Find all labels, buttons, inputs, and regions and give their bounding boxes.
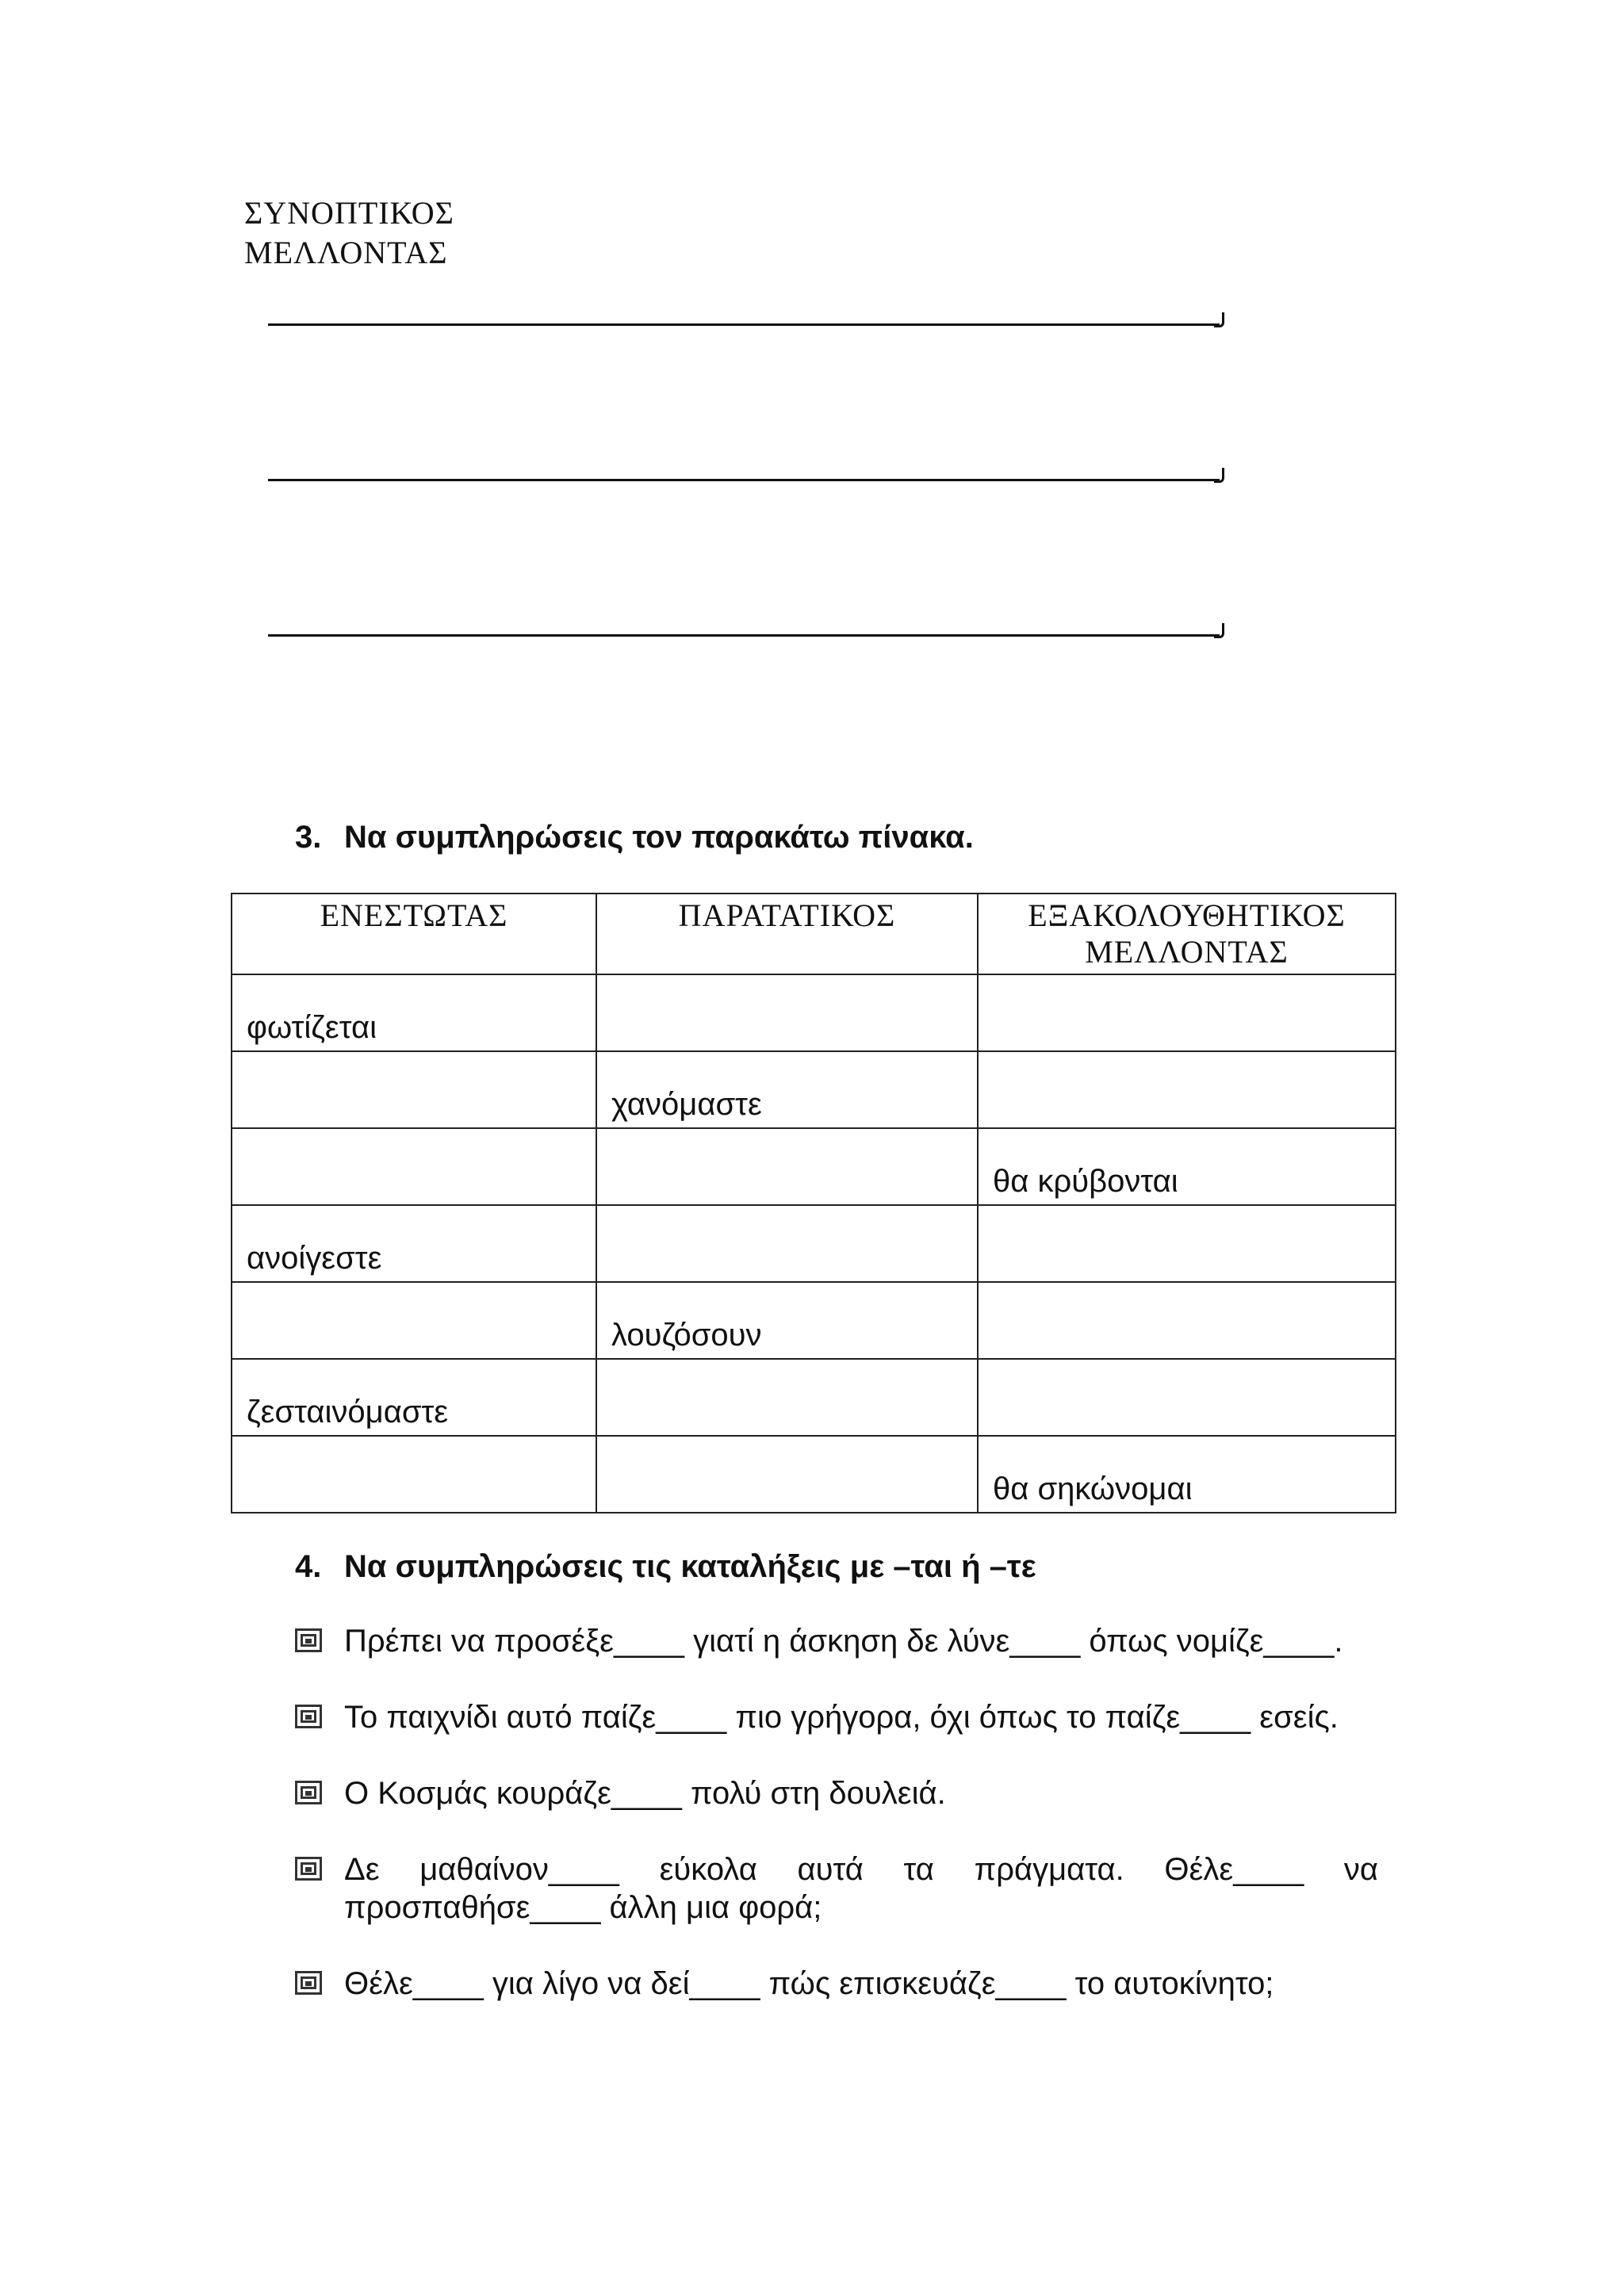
exercise-number: 4. (295, 1549, 322, 1584)
table-cell-blank[interactable] (232, 1051, 596, 1128)
table-row (232, 1282, 1396, 1359)
table-row (232, 1128, 1396, 1205)
header-exakolouthitikos: ΕΞΑΚΟΛΟΥΘΗΤΙΚΟΣ ΜΕΛΛΟΝΤΑΣ (978, 894, 1396, 974)
sentence-text: Πρέπει να προσέξε____ γιατί η άσκηση δε λύνε____ όπως νομίζε____. (344, 1624, 1343, 1659)
list-item (295, 1698, 1378, 1736)
square-bullet-icon (295, 1857, 322, 1881)
table-cell-blank[interactable] (596, 1359, 978, 1436)
tense-table (231, 893, 1396, 1513)
table-row (232, 1436, 1396, 1513)
table-cell: θα κρύβονται (978, 1128, 1396, 1205)
sentence-text: Θέλε____ για λίγο να δεί____ πώς επισκευάζε____ το αυτοκίνητο; (344, 1966, 1274, 2001)
table-header-row (232, 894, 1396, 974)
answer-line-1[interactable] (268, 323, 1220, 326)
table-cell: ανοίγεστε (232, 1205, 596, 1282)
sentence-line-2: προσπαθήσε____ άλλη μια φορά; (344, 1890, 822, 1925)
table-cell-blank[interactable] (596, 1436, 978, 1513)
sentence-text: Το παιχνίδι αυτό παίζε____ πιο γρήγορα, όχι όπως το παίζε____ εσείς. (344, 1700, 1339, 1735)
sentence-text (344, 1850, 1378, 1927)
heading-line-1: ΣΥΝΟΠΤΙΚΟΣ (244, 195, 454, 231)
square-bullet-icon (295, 1628, 322, 1652)
list-item (295, 1965, 1378, 2003)
answer-line-3[interactable] (268, 634, 1220, 637)
table-cell-blank[interactable] (596, 1205, 978, 1282)
table-cell-blank[interactable] (596, 974, 978, 1051)
table-cell-blank[interactable] (596, 1128, 978, 1205)
line-end-mark (1214, 623, 1224, 638)
header-paratatikos: ΠΑΡΑΤΑΤΙΚΟΣ (596, 894, 978, 974)
exercise-3-title (295, 820, 974, 855)
table-cell: ζεσταινόμαστε (232, 1359, 596, 1436)
table-row (232, 1205, 1396, 1282)
exercise-instruction: Να συμπληρώσεις τις καταλήξεις με –ται ή –τε (344, 1549, 1036, 1584)
sentence-line-1: Δε μαθαίνον____ εύκολα αυτά τα πράγματα. Θέλε____ να (344, 1852, 1378, 1887)
exercise-4-title (295, 1549, 1036, 1585)
table-cell-blank[interactable] (232, 1282, 596, 1359)
table-row (232, 1359, 1396, 1436)
square-bullet-icon (295, 1971, 322, 1995)
section-heading (244, 193, 720, 273)
table-cell: χανόμαστε (596, 1051, 978, 1128)
table-cell-blank[interactable] (978, 1359, 1396, 1436)
heading-line-2: ΜΕΛΛΟΝΤΑΣ (244, 235, 448, 270)
list-item (295, 1774, 1378, 1812)
square-bullet-icon (295, 1781, 322, 1804)
table-cell-blank[interactable] (978, 974, 1396, 1051)
answer-line-2[interactable] (268, 479, 1220, 481)
table-cell: θα σηκώνομαι (978, 1436, 1396, 1513)
square-bullet-icon (295, 1705, 322, 1728)
table-row (232, 974, 1396, 1051)
table-cell-blank[interactable] (978, 1205, 1396, 1282)
table-cell-blank[interactable] (978, 1051, 1396, 1128)
line-end-mark (1214, 312, 1224, 327)
line-end-mark (1214, 468, 1224, 483)
table-row (232, 1051, 1396, 1128)
list-item (295, 1850, 1378, 1927)
table-cell-blank[interactable] (978, 1282, 1396, 1359)
table-cell: λουζόσουν (596, 1282, 978, 1359)
table-cell-blank[interactable] (232, 1128, 596, 1205)
sentence-text: Ο Κοσμάς κουράζε____ πολύ στη δουλειά. (344, 1776, 946, 1811)
exercise-number: 3. (295, 820, 322, 855)
list-item (295, 1622, 1378, 1660)
exercise-instruction: Να συμπληρώσεις τον παρακάτω πίνακα. (344, 820, 974, 855)
header-enestotas: ΕΝΕΣΤΩΤΑΣ (232, 894, 596, 974)
table-cell-blank[interactable] (232, 1436, 596, 1513)
table-cell: φωτίζεται (232, 974, 596, 1051)
